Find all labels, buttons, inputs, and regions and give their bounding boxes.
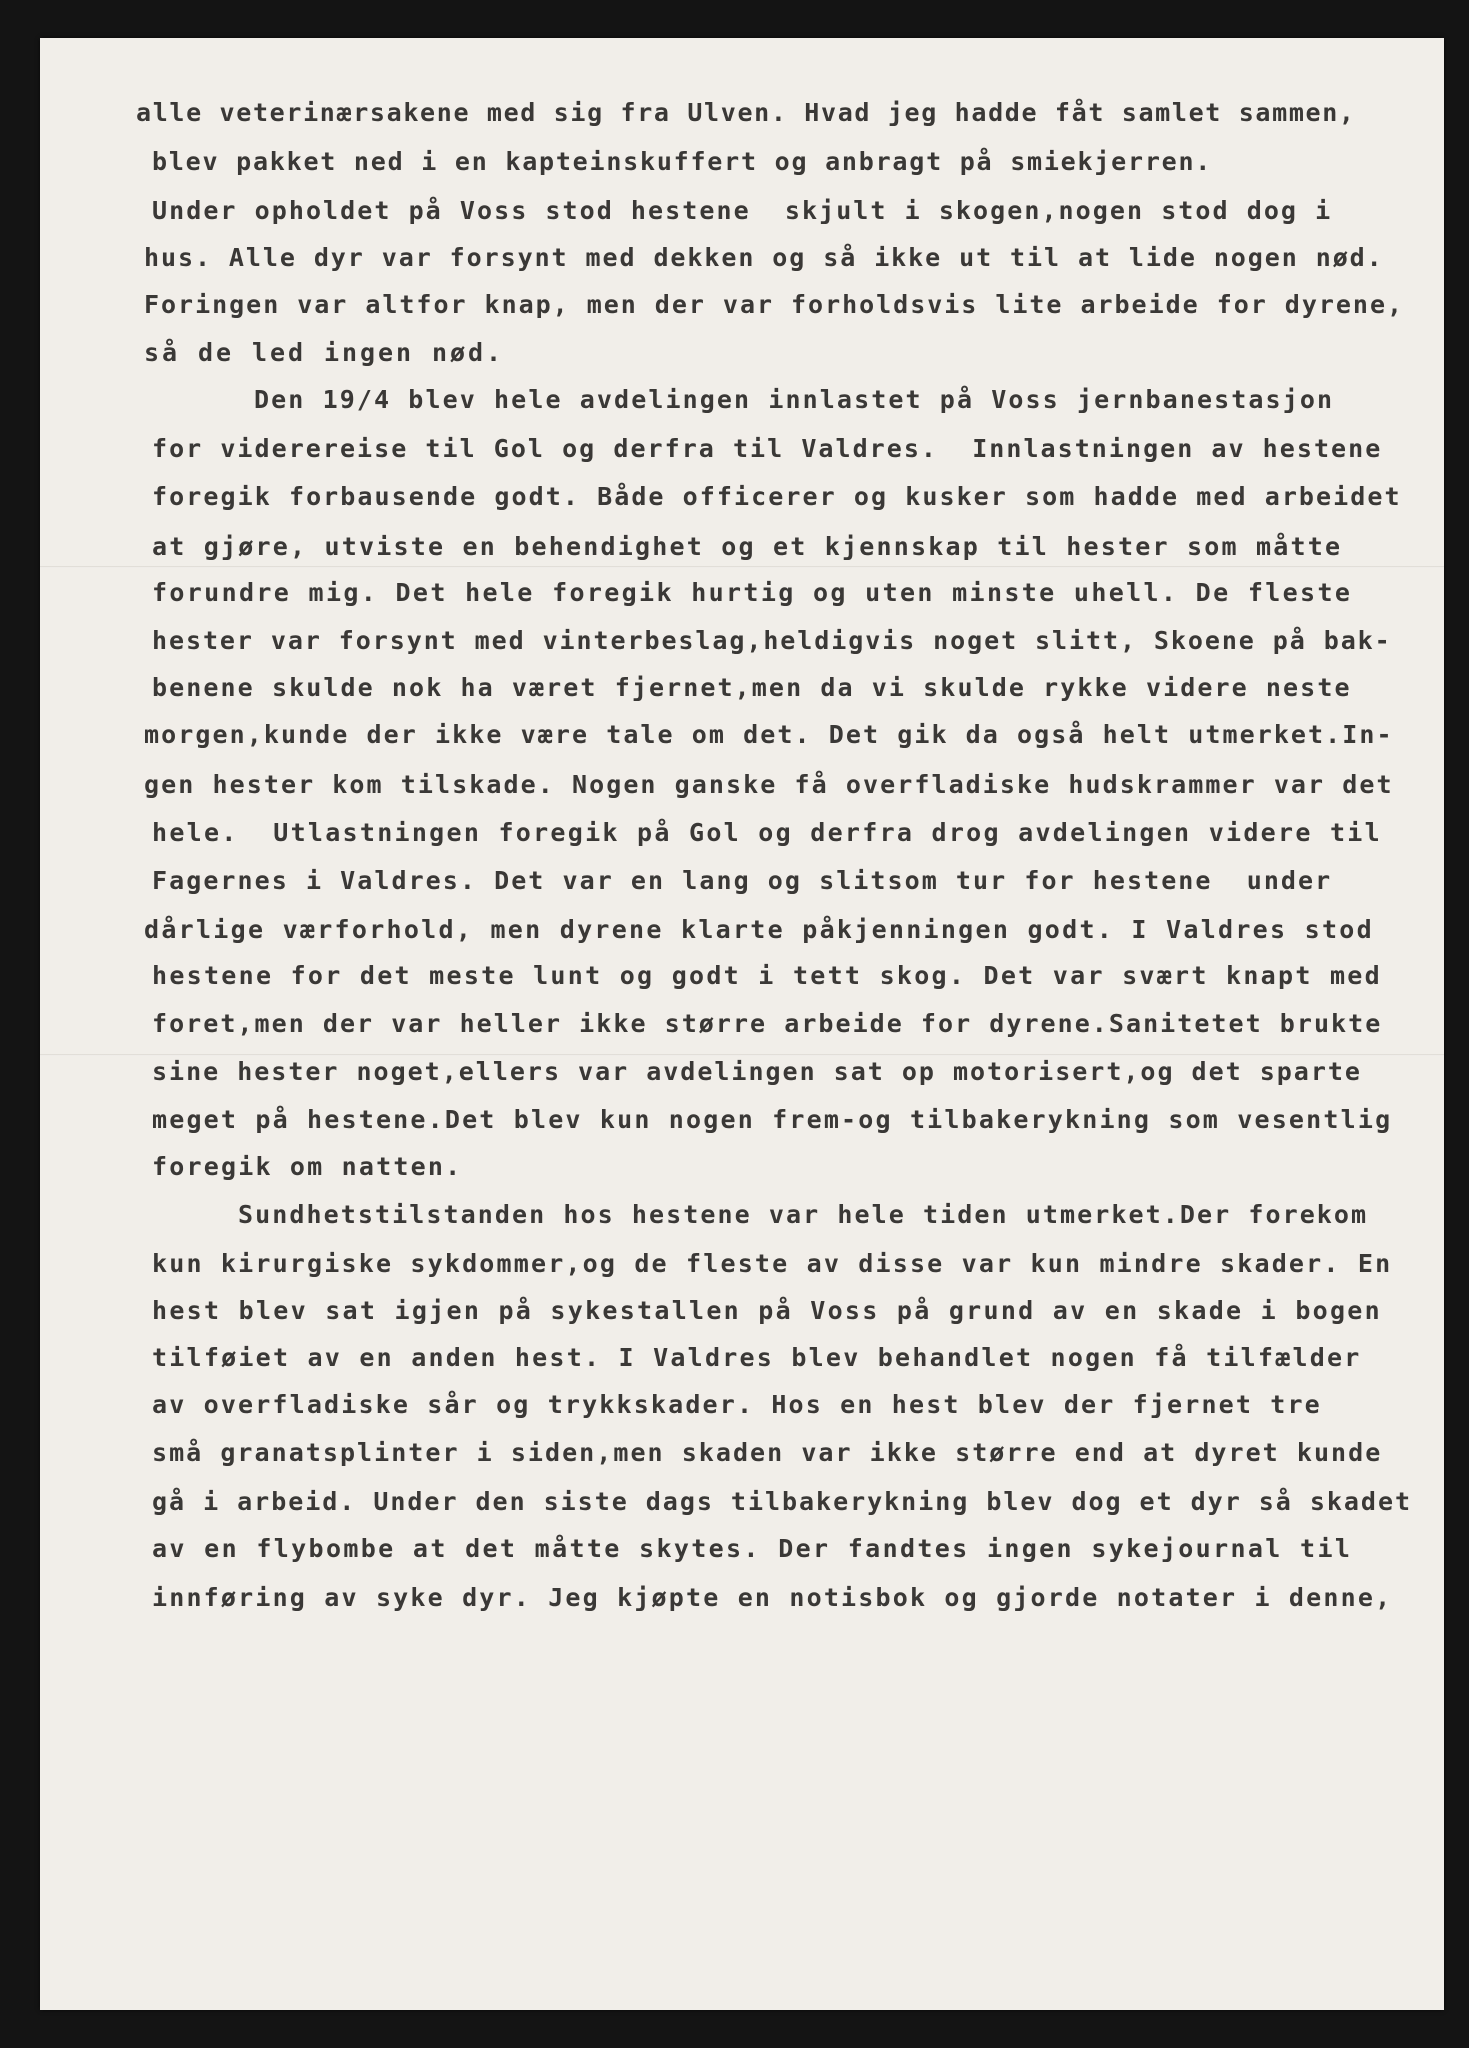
- text-line: foret,men der var heller ikke større arbeide for dyrene.Sanitetet brukte: [152, 1009, 1383, 1038]
- text-line: hester var forsynt med vinterbeslag,heldigvis noget slitt, Skoene på bak-: [152, 626, 1392, 655]
- text-line: Den 19/4 blev hele avdelingen innlastet på Voss jernbanestasjon: [254, 385, 1335, 414]
- text-line: for viderereise til Gol og derfra til Valdres. Innlastningen av hestene: [152, 434, 1383, 463]
- text-line: hus. Alle dyr var forsynt med dekken og så ikke ut til at lide nogen nød.: [144, 243, 1384, 272]
- text-line: Fagernes i Valdres. Det var en lang og slitsom tur for hestene under: [152, 866, 1333, 895]
- text-line: morgen,kunde der ikke være tale om det. Det gik da også helt utmerket.In-: [144, 720, 1394, 749]
- text-line: gå i arbeid. Under den siste dags tilbakerykning blev dog et dyr så skadet: [152, 1487, 1412, 1516]
- text-line: meget på hestene.Det blev kun nogen frem-og tilbakerykning som vesentlig: [152, 1105, 1393, 1134]
- typewritten-text: [40, 38, 1444, 2010]
- text-line: at gjøre, utviste en behendighet og et kjennskap til hester som måtte: [152, 532, 1343, 561]
- text-line: Sundhetstilstanden hos hestene var hele tiden utmerket.Der forekom: [238, 1200, 1369, 1229]
- text-line: så de led ingen nød.: [144, 338, 505, 367]
- text-line: tilføiet av en anden hest. I Valdres blev behandlet nogen få tilfælder: [152, 1343, 1362, 1372]
- text-line: innføring av syke dyr. Jeg kjøpte en notisbok og gjorde notater i denne,: [152, 1583, 1393, 1612]
- text-line: av overfladiske sår og trykkskader. Hos en hest blev der fjernet tre: [152, 1390, 1322, 1419]
- text-line: små granatsplinter i siden,men skaden var ikke større end at dyret kunde: [152, 1438, 1383, 1467]
- text-line: hele. Utlastningen foregik på Gol og derfra drog avdelingen videre til: [152, 818, 1382, 847]
- text-line: av en flybombe at det måtte skytes. Der fandtes ingen sykejournal til: [152, 1534, 1353, 1563]
- text-line: benene skulde nok ha været fjernet,men da vi skulde rykke videre neste: [152, 673, 1352, 702]
- text-line: forundre mig. Det hele foregik hurtig og uten minste uhell. De fleste: [152, 578, 1353, 607]
- text-line: hest blev sat igjen på sykestallen på Voss på grund av en skade i bogen: [152, 1296, 1382, 1325]
- text-line: sine hester noget,ellers var avdelingen sat op motorisert,og det sparte: [152, 1057, 1362, 1086]
- text-line: alle veterinærsakene med sig fra Ulven. Hvad jeg hadde fåt samlet sammen,: [136, 98, 1356, 127]
- text-line: Foringen var altfor knap, men der var forholdsvis lite arbeide for dyrene,: [144, 290, 1404, 319]
- text-line: kun kirurgiske sykdommer,og de fleste av disse var kun mindre skader. En: [152, 1249, 1393, 1278]
- text-line: blev pakket ned i en kapteinskuffert og anbragt på smiekjerren.: [152, 147, 1213, 176]
- text-line: gen hester kom tilskade. Nogen ganske få overfladiske hudskrammer var det: [144, 770, 1394, 799]
- text-line: foregik forbausende godt. Både officerer og kusker som hadde med arbeidet: [152, 482, 1402, 511]
- document-page: [40, 38, 1444, 2010]
- text-line: dårlige værforhold, men dyrene klarte påkjenningen godt. I Valdres stod: [144, 915, 1374, 944]
- text-line: foregik om natten.: [152, 1152, 463, 1181]
- text-line: hestene for det meste lunt og godt i tett skog. Det var svært knapt med: [152, 961, 1382, 990]
- text-line: Under opholdet på Voss stod hestene skjult i skogen,nogen stod dog i: [152, 196, 1333, 225]
